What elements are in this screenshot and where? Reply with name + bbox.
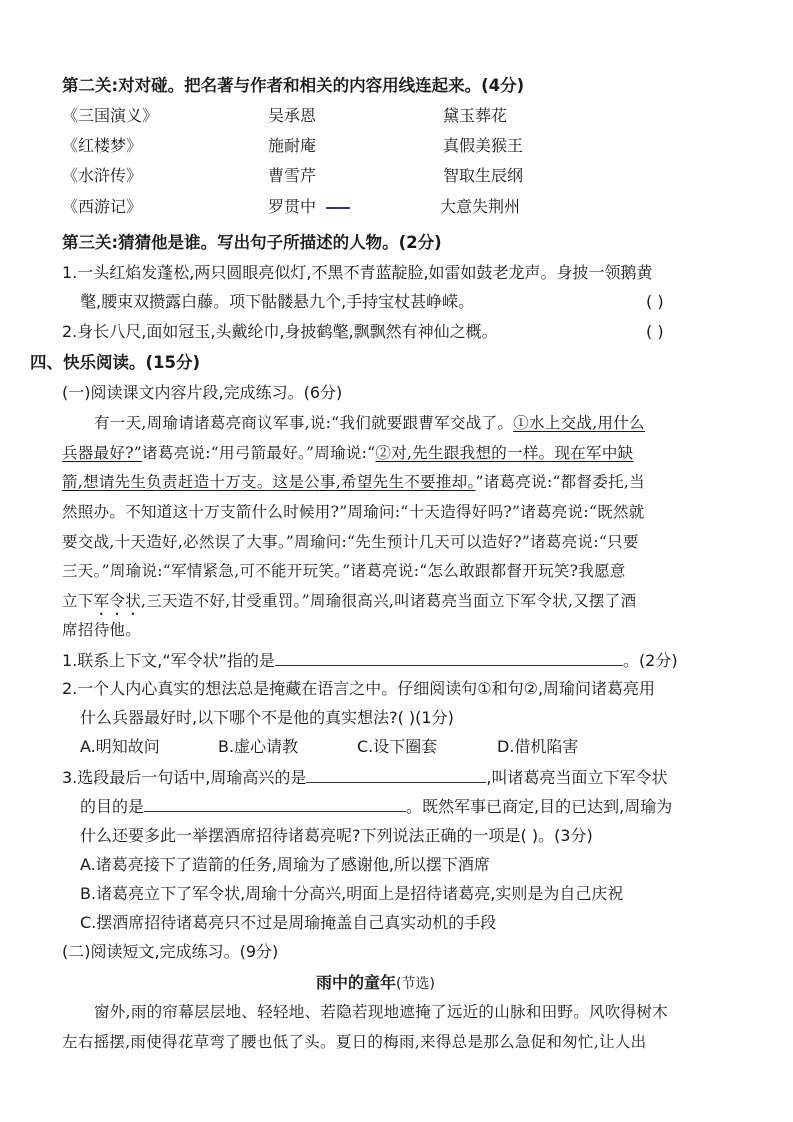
option-text: A.明知故问	[80, 737, 160, 756]
passage-line: 兵器最好?”诸葛亮说:“用弓箭最好。”周瑜说:“②对,先生跟我想的一样。现在军中缺	[62, 444, 634, 462]
passage-line: 窗外,雨的帘幕层层地、轻轻地、若隐若现地遮掩了远近的山脉和田野。风吹得树木	[94, 1003, 669, 1021]
passage-line: 要交战,十天造好,必然误了大事。”周瑜问:“先生预计几天可以造好?”诸葛亮说:“只要	[62, 533, 639, 551]
book-item: 《水浒传》	[62, 166, 143, 185]
content-item: 真假美猴王	[443, 136, 524, 155]
book-item: 《西游记》	[62, 197, 143, 216]
sub-section-header: (一)阅读课文内容片段,完成练习。(6分)	[62, 383, 343, 402]
content-item: 大意失荆州	[440, 197, 521, 216]
part2-header: 第二关:对对碰。把名著与作者和相关的内容用线连起来。(4分)	[62, 76, 525, 95]
passage-line: 有一天,周瑜请诸葛亮商议军事,说:“我们就要跟曹军交战了。①水上交战,用什么	[94, 414, 645, 432]
option-text: C.设下圈套	[357, 737, 438, 756]
answer-parentheses[interactable]: ( )	[646, 322, 664, 341]
passage-line: 箭,想请先生负责赶造十万支。这是公事,希望先生不要推却。”诸葛亮说:“都督委托,当	[62, 473, 645, 491]
question-text: 的目的是 。既然军事已商定,目的已达到,周瑜为	[80, 797, 673, 816]
pen-mark	[326, 207, 350, 209]
article-title: 雨中的童年(节选)	[316, 973, 435, 992]
question-text: 氅,腰束双攒露白藤。项下骷髅悬九个,手持宝杖甚峥嵘。	[80, 292, 475, 311]
answer-blank[interactable]	[275, 650, 623, 666]
author-item: 罗贯中	[268, 197, 317, 216]
option-text: D.借机陷害	[497, 737, 579, 756]
question-text: 什么兵器最好时,以下哪个不是他的真实想法?( )(1分)	[80, 708, 454, 727]
author-item: 施耐庵	[268, 136, 317, 155]
question-text: 2.身长八尺,面如冠玉,头戴纶巾,身披鹤氅,飘飘然有神仙之概。	[62, 322, 498, 341]
content-item: 智取生辰纲	[443, 166, 524, 185]
question-text: 2.一个人内心真实的想法总是掩藏在语言之中。仔细阅读句①和句②,周瑜问诸葛亮用	[62, 679, 656, 698]
answer-blank[interactable]	[306, 767, 486, 783]
passage-line: 立下军令状,三天造不好,甘受重罚。”周瑜很高兴,叫诸葛亮当面立下军令状,又摆了酒	[62, 592, 637, 610]
option-text: B.虚心请教	[218, 737, 299, 756]
part3-header: 第三关:猜猜他是谁。写出句子所描述的人物。(2分)	[62, 233, 442, 252]
sub-section-header: (二)阅读短文,完成练习。(9分)	[62, 942, 279, 961]
passage-line: 席招待他。	[62, 621, 142, 639]
section4-header: 四、快乐阅读。(15分)	[30, 353, 201, 372]
answer-parentheses[interactable]: ( )	[646, 292, 664, 311]
question-text: 3.选段最后一句话中,周瑜高兴的是 ,叫诸葛亮当面立下军令状	[62, 768, 668, 787]
passage-line: 然照办。不知道这十万支箭什么时候用?”周瑜问:“十天造得好吗?”诸葛亮说:“既然就	[62, 503, 645, 521]
book-item: 《三国演义》	[62, 106, 159, 125]
book-item: 《红楼梦》	[62, 136, 143, 155]
option-text: A.诸葛亮接下了造箭的任务,周瑜为了感谢他,所以摆下酒席	[80, 855, 490, 874]
passage-line: 三天。”周瑜说:“军情紧急,可不能开玩笑。”诸葛亮说:“怎么敢跟都督开玩笑?我愿意	[62, 562, 626, 580]
option-text: C.摆酒席招待诸葛亮只不过是周瑜掩盖自己真实动机的手段	[80, 913, 497, 932]
question-text: 1.联系上下文,“军令状”指的是 。(2分)	[62, 651, 678, 670]
question-text: 什么还要多此一举摆酒席招待诸葛亮呢?下列说法正确的一项是( )。(3分)	[80, 826, 593, 845]
question-text: 1.一头红焰发蓬松,两只圆眼亮似灯,不黑不青蓝靛脸,如雷如鼓老龙声。身披一领鹅黄	[62, 263, 653, 282]
passage-line: 左右摇摆,雨使得花草弯了腰也低了头。夏日的梅雨,来得总是那么急促和匆忙,让人出	[62, 1033, 647, 1051]
content-item: 黛玉葬花	[443, 106, 508, 125]
author-item: 吴承恩	[268, 106, 317, 125]
answer-blank[interactable]	[144, 796, 406, 812]
author-item: 曹雪芹	[268, 166, 317, 185]
option-text: B.诸葛亮立下了军令状,周瑜十分高兴,明面上是招待诸葛亮,实则是为自己庆祝	[80, 884, 624, 903]
